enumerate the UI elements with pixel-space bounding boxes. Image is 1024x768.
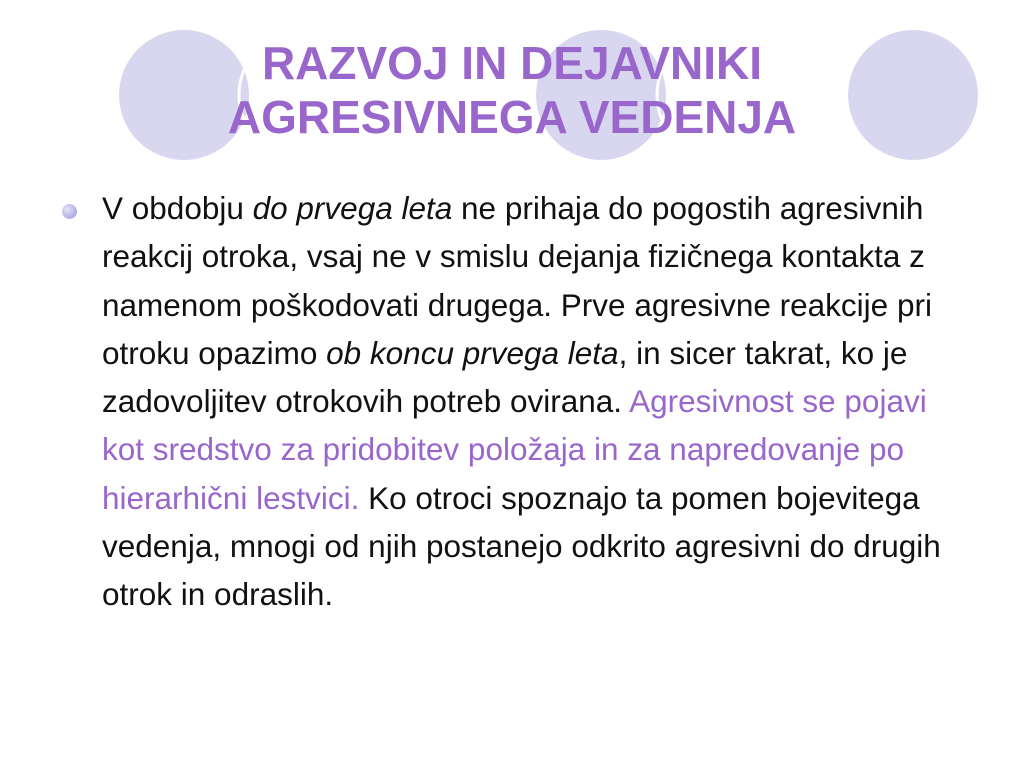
bullet-item — [62, 184, 972, 619]
slide-title — [100, 36, 924, 144]
bullet-paragraph — [102, 184, 972, 619]
text-segment-7: Ko otroci spoznajo ta pomen bojevitega vedenja, mnogi od njih postanejo odkrito agresivni do drugih otrok in odraslih. — [102, 479, 941, 613]
slide-body — [62, 184, 972, 619]
text-segment-4-italic: ob koncu prvega leta — [326, 334, 619, 371]
text-segment-3: ne prihaja do pogostih agresivnih reakcij otroka, vsaj ne v smislu dejanja fizičnega kontakta z namenom poškodovati drugega. Prve agresivne reakcije pri otroku opazimo — [102, 190, 932, 371]
text-segment-6-highlight: Agresivnost se pojavi kot sredstvo za pridobitev položaja in za napredovanje po hierarhični lestvici. — [102, 383, 927, 516]
bullet-dot-icon — [62, 204, 77, 219]
slide-title-line-1: RAZVOJ IN DEJAVNIKI — [261, 37, 763, 89]
slide-title-line-2: AGRESIVNEGA VEDENJA — [227, 91, 797, 143]
text-segment-1: V obdobju — [102, 190, 253, 226]
text-segment-5: , in sicer takrat, ko je zadovoljitev otrokovih potreb ovirana. — [102, 334, 908, 420]
text-segment-2-italic: do prvega leta — [252, 190, 453, 226]
